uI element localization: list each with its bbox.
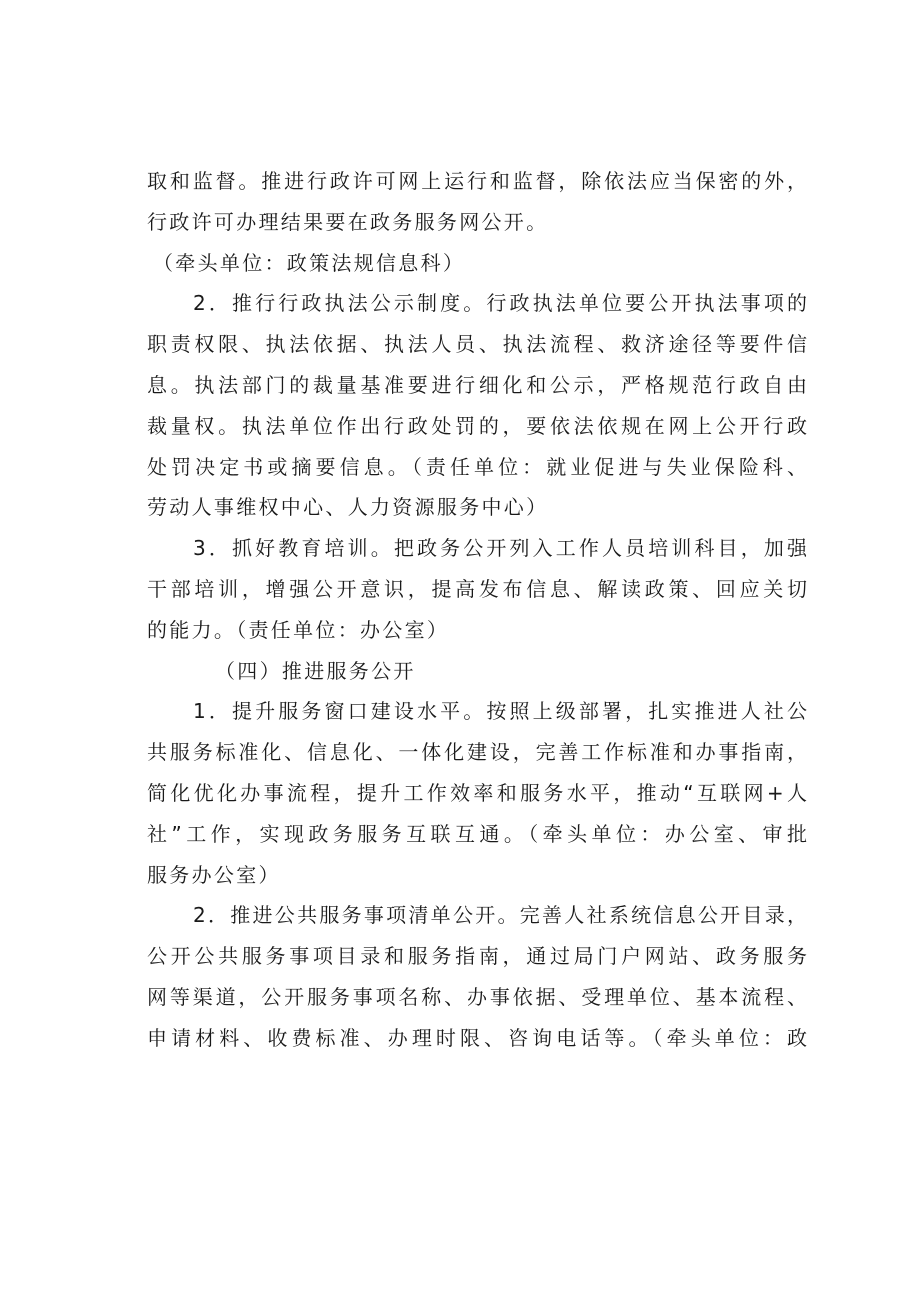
text-line-17: 社”工作，实现政务服务互联互通。（牵头单位：办公室、审批 — [147, 821, 807, 846]
text-line-8: 处罚决定书或摘要信息。（责任单位：就业促进与失业保险科、 — [147, 454, 807, 479]
text-line-15: 共服务标准化、信息化、一体化建设，完善工作标准和办事指南， — [147, 740, 807, 765]
text-line-6: 息。执法部门的裁量基准要进行细化和公示，严格规范行政自由 — [147, 372, 807, 397]
text-line-10: 3．抓好教育培训。把政务公开列入工作人员培训科目，加强 — [193, 536, 807, 561]
text-line-2: 行政许可办理结果要在政务服务网公开。 — [147, 209, 549, 234]
text-line-21: 网等渠道，公开服务事项名称、办事依据、受理单位、基本流程、 — [147, 984, 807, 1009]
text-line-14: 1．提升服务窗口建设水平。按照上级部署，扎实推进人社公 — [193, 699, 807, 724]
text-line-11: 干部培训，增强公开意识，提高发布信息、解读政策、回应关切 — [147, 576, 807, 601]
text-line-20: 公开公共服务事项目录和服务指南，通过局门户网站、政务服务 — [147, 944, 807, 969]
text-line-5: 职责权限、执法依据、执法人员、执法流程、救济途径等要件信 — [147, 332, 807, 357]
text-line-12: 的能力。（责任单位：办公室） — [147, 617, 450, 642]
text-line-4: 2．推行行政执法公示制度。行政执法单位要公开执法事项的 — [193, 291, 807, 316]
document-body — [147, 161, 807, 1059]
section-heading: （四）推进服务公开 — [215, 658, 416, 683]
text-line-16: 简化优化办事流程，提升工作效率和服务水平，推动“互联网+人 — [147, 780, 807, 805]
text-line-1: 取和监督。推进行政许可网上运行和监督，除依法应当保密的外， — [147, 169, 807, 193]
text-line-19: 2．推进公共服务事项清单公开。完善人社系统信息公开目录， — [193, 903, 807, 928]
text-line-22: 申请材料、收费标准、办理时限、咨询电话等。（牵头单位：政 — [147, 1025, 807, 1050]
text-line-7: 裁量权。执法单位作出行政处罚的，要依法依规在网上公开行政 — [147, 413, 807, 438]
text-line-3: （牵头单位：政策法规信息科） — [153, 250, 466, 275]
text-line-9: 劳动人事维权中心、人力资源服务中心） — [147, 495, 549, 520]
text-line-18: 服务办公室） — [147, 862, 281, 887]
